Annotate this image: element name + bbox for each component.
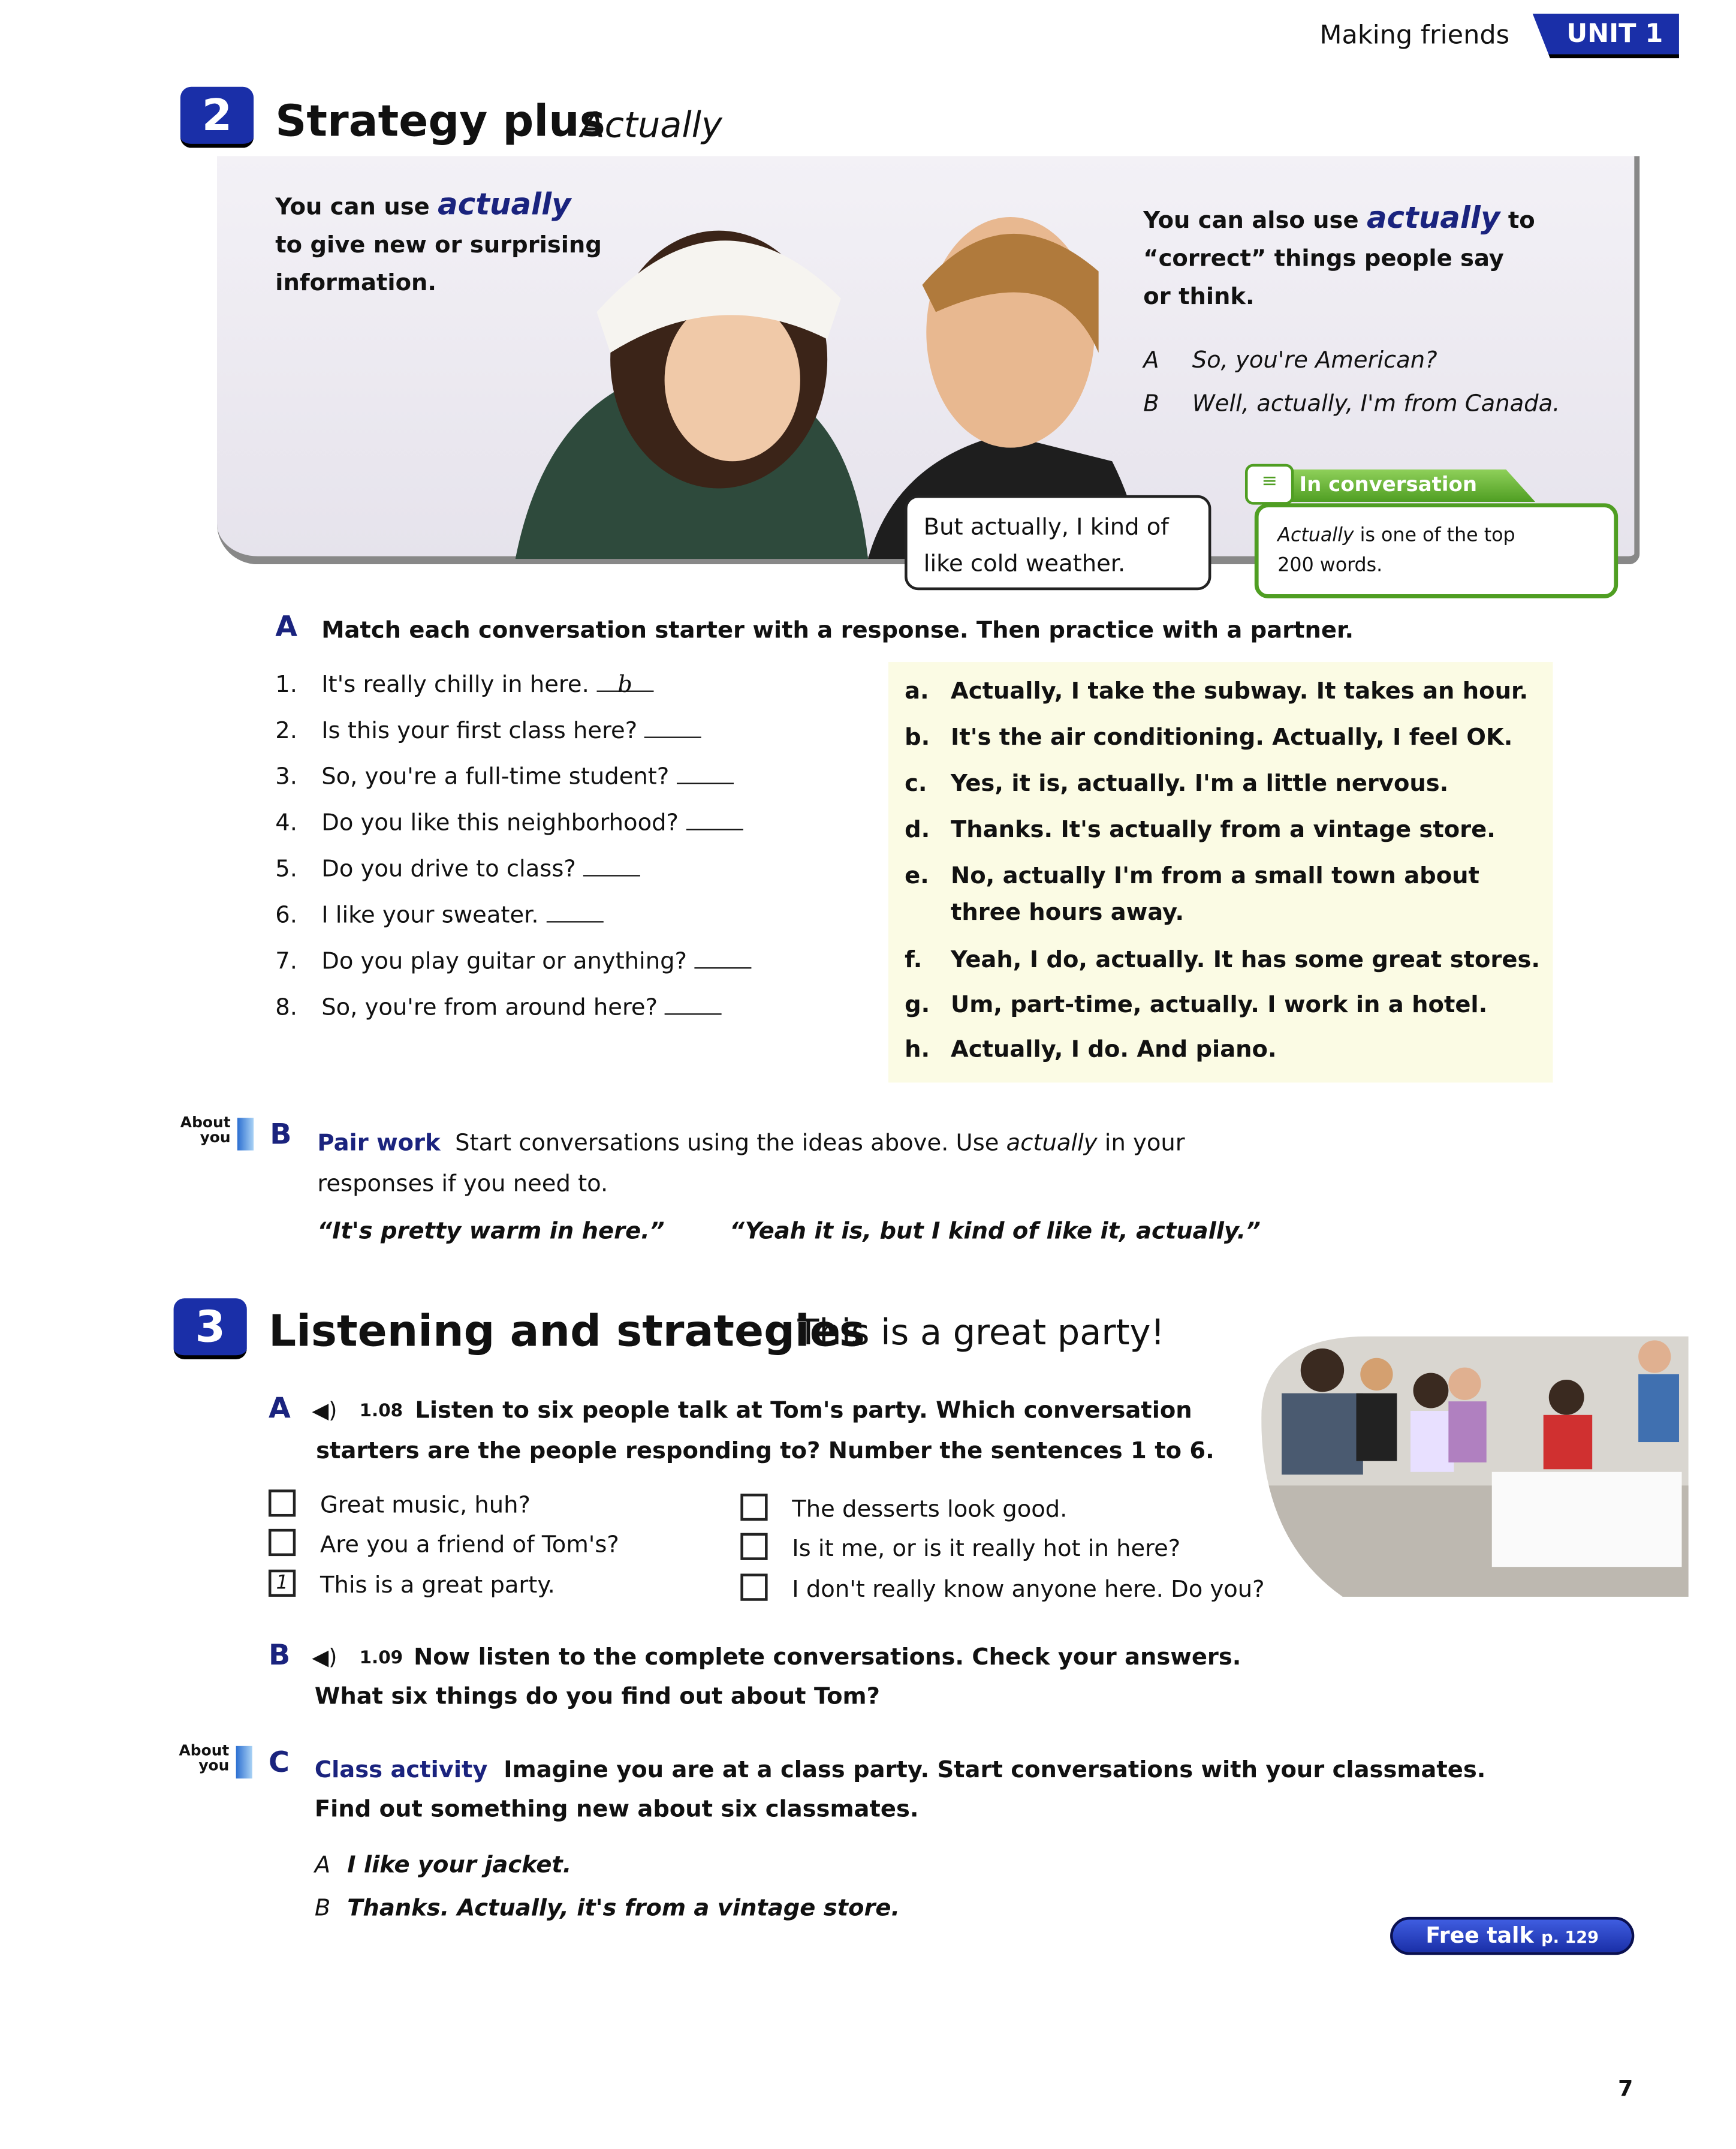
response-item [905,1037,1276,1064]
item-number: 5. [275,856,298,883]
item-text: Do you like this neighborhood? [321,809,679,837]
right-note: You can also use actually to “correct” things people say or think. [1143,202,1535,311]
item-text: three hours away. [951,899,1185,927]
item-letter: g. [905,991,930,1019]
starter-item [275,994,722,1021]
dialog-line: A I like your jacket. [314,1852,572,1879]
response-item [905,678,1528,705]
answer-blank[interactable] [644,718,701,738]
response-item [905,770,1448,797]
starter-item [275,902,603,929]
item-text: So, you're a full-time student? [321,763,670,791]
exercise-instruction: Pair work Start conversations using the ideas above. Use actually in your responses if you need to. [317,1130,1185,1198]
starter-item [275,856,640,883]
answer-blank[interactable]: b [596,672,653,692]
example-quote: “Yeah it is, but I kind of like it, actually.” [730,1218,1261,1245]
item-text: Yeah, I do, actually. It has some great stores. [951,947,1540,974]
unit-title: Making friends [1319,20,1510,50]
example-dialog [1143,339,1560,426]
in-conversation-label: In conversation [1299,472,1478,497]
section-title: Listening and strategies [268,1305,865,1357]
item-text: Do you drive to class? [321,856,576,883]
item-text: So, you're from around here? [321,994,658,1022]
exercise-letter: A [268,1392,291,1425]
item-number: 7. [275,948,298,976]
item-text: No, actually I'm from a small town about [951,862,1479,890]
checkbox[interactable] [740,1494,767,1521]
checkbox-label: Is it me, or is it really hot in here? [792,1536,1181,1563]
item-text: Actually, I do. And piano. [951,1036,1277,1064]
exercise-instruction: Listen to six people talk at Tom's party. Which conversation [415,1397,1192,1425]
section-subtitle: Actually [580,106,722,147]
dialog-line: B Well, actually, I'm from Canada. [1143,390,1560,418]
item-text: Yes, it is, actually. I'm a little nervous. [951,770,1449,798]
response-item [905,724,1512,751]
audio-icon[interactable]: ◀︎) [312,1397,337,1423]
checkbox-label: This is a great party. [320,1572,555,1600]
in-conversation-box: Actually is one of the top 200 words. [1255,503,1618,598]
exercise-letter: A [275,610,298,643]
party-photo [1261,1337,1689,1597]
item-number: 8. [275,994,298,1022]
checkbox-label: I don't really know anyone here. Do you? [792,1576,1265,1604]
response-item [905,863,1479,926]
chat-icon: ≡ [1245,464,1294,505]
about-you-marker [236,1746,252,1778]
answer-blank[interactable] [665,994,722,1015]
starter-item [275,810,743,837]
answer-blank[interactable] [686,810,743,830]
checkbox[interactable]: 1 [269,1570,296,1597]
dialog-line: B Thanks. Actually, it's from a vintage store. [314,1895,900,1922]
about-you-marker [237,1118,254,1150]
exercise-letter: B [270,1118,292,1151]
track-number: 1.09 [359,1648,403,1669]
answer-blank[interactable] [694,948,751,968]
exercise-letter: C [268,1745,290,1779]
answer-blank[interactable] [676,764,733,784]
item-number: 2. [275,717,298,745]
starter-item [275,948,751,975]
example-dialog [315,1844,900,1931]
section-title: Strategy plus [275,95,605,147]
item-letter: h. [905,1036,930,1064]
example-quote: “It's pretty warm in here.” [317,1218,665,1245]
exercise-letter: B [268,1639,291,1672]
checkbox-label: Great music, huh? [320,1492,531,1519]
item-text: I like your sweater. [321,902,539,929]
exercise-instruction: What six things do you find out about Tom? [314,1683,880,1711]
track-number: 1.08 [359,1401,403,1422]
checkbox[interactable] [740,1574,767,1601]
item-text: Um, part-time, actually. I work in a hotel. [951,991,1488,1019]
item-letter: e. [905,862,929,890]
item-number: 4. [275,809,298,837]
starter-item [275,718,701,745]
item-letter: c. [905,770,927,798]
item-number: 3. [275,763,298,791]
checkbox[interactable] [269,1489,296,1516]
item-letter: b. [905,724,930,752]
exercise-instruction: Match each conversation starter with a response. Then practice with a partner. [321,617,1354,645]
section-subtitle: This is a great party! [797,1313,1165,1354]
section-number-badge: 2 [180,87,254,148]
item-letter: a. [905,678,929,706]
item-text: Thanks. It's actually from a vintage store. [951,817,1496,844]
dialog-line: A So, you're American? [1143,347,1437,375]
answer-blank[interactable] [546,902,603,923]
checkbox[interactable] [269,1529,296,1556]
unit-label: UNIT 1 [1566,19,1663,49]
exercise-instruction: Now listen to the complete conversations. Check your answers. [414,1644,1241,1672]
checkbox-label: The desserts look good. [792,1496,1068,1524]
item-text: Do you play guitar or anything? [321,948,687,976]
answer-blank[interactable] [583,856,640,877]
item-letter: d. [905,817,930,844]
exercise-instruction: Class activity Imagine you are at a class party. Start conversations with your classmates. Find out something new about six classmates. [314,1756,1486,1823]
checkbox[interactable] [740,1533,767,1560]
response-item [905,992,1487,1019]
left-note: You can use actually to give new or surprising information. [275,188,602,297]
response-item [905,817,1496,844]
item-number: 6. [275,902,298,929]
item-text: It's the air conditioning. Actually, I feel OK. [951,724,1513,752]
about-you-label: About you [179,1742,230,1775]
audio-icon[interactable]: ◀︎) [312,1644,337,1671]
about-you-label: About you [180,1113,231,1146]
page-number: 7 [1618,2075,1633,2102]
item-text: It's really chilly in here. [321,671,589,699]
response-item [905,947,1540,974]
item-text: Is this your first class here? [321,717,638,745]
item-text: Actually, I take the subway. It takes an hour. [951,678,1529,706]
free-talk-button[interactable]: Free talk p. 129 [1390,1917,1634,1955]
item-letter: f. [905,947,923,974]
speech-bubble: But actually, I kind of like cold weather. [905,495,1211,590]
checkbox-label: Are you a friend of Tom's? [320,1531,619,1559]
item-number: 1. [275,671,298,699]
exercise-instruction: starters are the people responding to? Number the sentences 1 to 6. [316,1438,1214,1465]
starter-item [275,764,733,791]
starter-item [275,672,653,699]
section-number-badge: 3 [174,1298,247,1359]
